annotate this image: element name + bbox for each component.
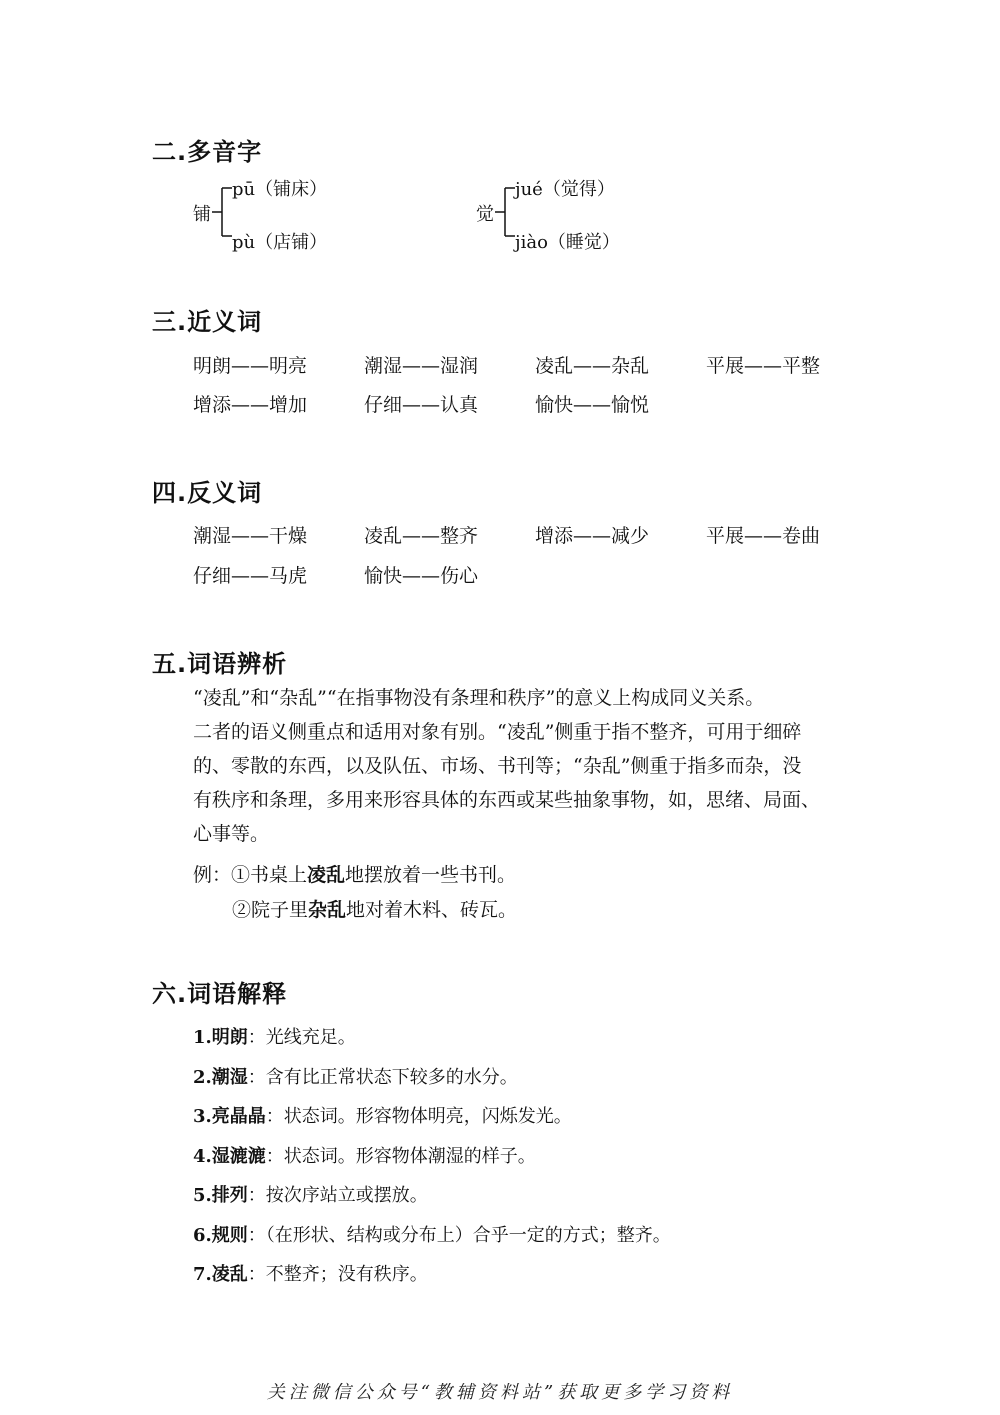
synonym-pair: 愉快——愉悦 — [535, 394, 650, 416]
section-title-antonyms: 四.反义词 — [152, 479, 263, 507]
definition-text: ：按次序站立或摆放。 — [247, 1185, 428, 1206]
antonym-pair: 增添——减少 — [535, 525, 650, 547]
definition-text: ：含有比正常状态下较多的水分。 — [247, 1067, 518, 1088]
definition-number: 2. — [193, 1067, 212, 1088]
definition-number: 7. — [193, 1264, 212, 1285]
antonym-pair: 平展——卷曲 — [706, 525, 821, 547]
definition-item — [193, 1181, 428, 1207]
definition-text: ：不整齐；没有秩序。 — [247, 1264, 428, 1285]
analysis-line: 二者的语义侧重点和适用对象有别。“凌乱”侧重于指不整齐，可用于细碎 — [193, 721, 802, 743]
antonym-pair: 凌乱——整齐 — [364, 525, 479, 547]
example-text: 地对着木料、砖瓦。 — [346, 899, 518, 921]
example-keyword: 凌乱 — [307, 864, 346, 886]
definition-item — [193, 1063, 518, 1089]
section-title-polyphones: 二.多音字 — [152, 138, 263, 166]
polyphone-reading-2a: jué（觉得） — [515, 179, 615, 200]
antonym-pair: 仔细——马虎 — [193, 565, 308, 587]
definition-text: ：状态词。形容物体明亮，闪烁发光。 — [265, 1106, 572, 1127]
definition-item — [193, 1221, 671, 1247]
antonym-pair: 潮湿——干燥 — [193, 525, 308, 547]
synonym-row-2 — [193, 390, 706, 417]
analysis-paragraph — [193, 681, 858, 851]
definition-number: 4. — [193, 1146, 212, 1167]
synonym-pair: 潮湿——湿润 — [364, 355, 479, 377]
example-text: 例：①书桌上 — [193, 864, 308, 886]
definition-number: 5. — [193, 1185, 212, 1206]
definition-text: ：（在形状、结构或分布上）合乎一定的方式；整齐。 — [247, 1225, 671, 1246]
definition-item — [193, 1023, 356, 1049]
example-1 — [193, 860, 516, 887]
synonym-pair: 增添——增加 — [193, 394, 308, 416]
antonym-pair: 愉快——伤心 — [364, 565, 479, 587]
definition-term: 规则 — [211, 1225, 248, 1246]
example-keyword: 杂乱 — [308, 899, 347, 921]
section-title-analysis: 五.词语辨析 — [152, 650, 288, 678]
definition-text: ：光线充足。 — [247, 1027, 356, 1048]
definition-term: 潮湿 — [211, 1067, 248, 1088]
definition-term: 排列 — [211, 1185, 248, 1206]
analysis-line: 的、零散的东西，以及队伍、市场、书刊等；“杂乱”侧重于指多而杂，没 — [193, 755, 802, 777]
antonym-row-1 — [193, 521, 877, 548]
synonym-pair: 平展——平整 — [706, 355, 821, 377]
definition-item — [193, 1142, 536, 1168]
definition-item — [193, 1102, 572, 1128]
polyphone-char-1: 铺 — [193, 204, 211, 225]
polyphone-reading-2b: jiào（睡觉） — [515, 232, 620, 253]
antonym-row-2 — [193, 561, 535, 588]
polyphone-reading-1a: pū（铺床） — [232, 179, 328, 200]
definition-text: ：状态词。形容物体潮湿的样子。 — [265, 1146, 536, 1167]
polyphone-char-2: 觉 — [476, 204, 494, 225]
example-2 — [232, 895, 517, 922]
definition-term: 湿漉漉 — [211, 1146, 266, 1167]
footer-note: 关注微信公众号“教辅资料站”获取更多学习资料 — [266, 1382, 734, 1403]
synonym-pair: 仔细——认真 — [364, 394, 479, 416]
definition-term: 亮晶晶 — [211, 1106, 266, 1127]
analysis-line: 心事等。 — [193, 823, 270, 845]
example-text: 地摆放着一些书刊。 — [345, 864, 517, 886]
analysis-line: “凌乱”和“杂乱”“在指事物没有条理和秩序”的意义上构成同义关系。 — [193, 687, 765, 709]
section-title-synonyms: 三.近义词 — [152, 308, 263, 336]
definition-number: 3. — [193, 1106, 212, 1127]
analysis-line: 有秩序和条理，多用来形容具体的东西或某些抽象事物，如，思绪、局面、 — [193, 789, 821, 811]
definition-term: 凌乱 — [211, 1264, 248, 1285]
definition-number: 6. — [193, 1225, 212, 1246]
synonym-pair: 明朗——明亮 — [193, 355, 308, 377]
section-title-definitions: 六.词语解释 — [152, 980, 288, 1008]
polyphone-reading-1b: pù（店铺） — [232, 232, 328, 253]
definition-item — [193, 1260, 428, 1286]
definition-term: 明朗 — [211, 1027, 248, 1048]
synonym-pair: 凌乱——杂乱 — [535, 355, 650, 377]
synonym-row-1 — [193, 351, 877, 378]
example-text: ②院子里 — [232, 899, 309, 921]
definition-number: 1. — [193, 1027, 212, 1048]
